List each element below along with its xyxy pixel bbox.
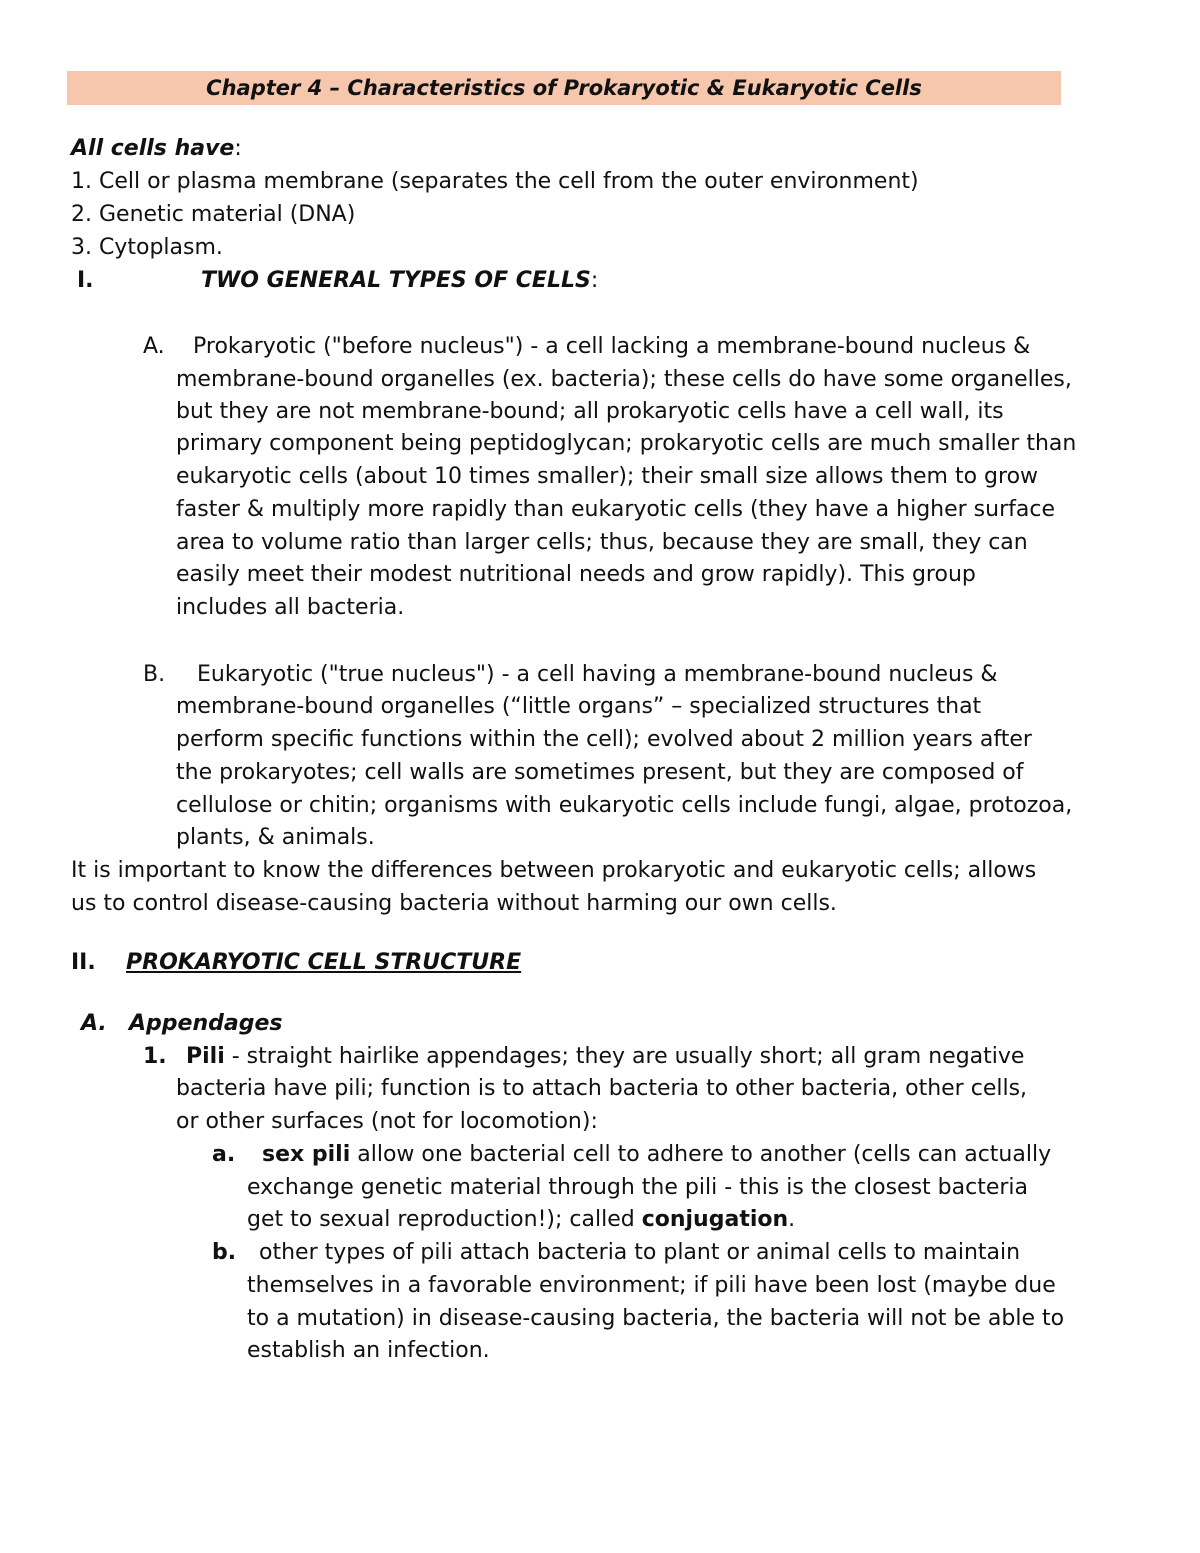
eukaryotic-line: perform specific functions within the cell); evolved about 2 million years after bbox=[176, 727, 1032, 752]
sex-pili-line-3-end: . bbox=[788, 1207, 796, 1232]
pili-line-1 bbox=[186, 1041, 1024, 1073]
all-cells-colon: : bbox=[234, 136, 242, 161]
other-pili-line: themselves in a favorable environment; if pili have been lost (maybe due bbox=[247, 1273, 1056, 1298]
pili-line-1-text: - straight hairlike appendages; they are usually short; all gram negative bbox=[224, 1044, 1025, 1069]
list-text: Cytoplasm. bbox=[99, 235, 223, 260]
eukaryotic-label: B. bbox=[143, 662, 166, 687]
eukaryotic-line: the prokaryotes; cell walls are sometimes present, but they are composed of bbox=[176, 760, 1024, 785]
prokaryotic-line: faster & multiply more rapidly than eukaryotic cells (they have a higher surface bbox=[176, 497, 1055, 522]
note-line: us to control disease-causing bacteria without harming our own cells. bbox=[71, 891, 837, 916]
sex-pili-term: sex pili bbox=[262, 1142, 351, 1167]
sex-pili-line-1 bbox=[262, 1139, 1051, 1171]
conjugation-term: conjugation bbox=[641, 1207, 789, 1232]
sex-pili-line-1-text: allow one bacterial cell to adhere to another (cells can actually bbox=[350, 1142, 1052, 1167]
sex-pili-line-3 bbox=[247, 1204, 795, 1236]
list-number: 1. bbox=[71, 169, 92, 194]
prokaryotic-label: A. bbox=[143, 334, 165, 359]
prokaryotic-line: but they are not membrane-bound; all prokaryotic cells have a cell wall, its bbox=[176, 399, 1004, 424]
eukaryotic-line: membrane-bound organelles (“little organs” – specialized structures that bbox=[176, 694, 982, 719]
chapter-title-text: Chapter 4 – Characteristics of Prokaryotic & Eukaryotic Cells bbox=[206, 76, 922, 100]
list-number: 3. bbox=[71, 235, 92, 260]
appendages-label: A. bbox=[81, 1011, 107, 1036]
other-pili-line: establish an infection. bbox=[247, 1338, 490, 1363]
chapter-title bbox=[67, 71, 1061, 105]
sex-pili-label: a. bbox=[212, 1142, 236, 1167]
sex-pili-line-3-text: get to sexual reproduction!); called bbox=[247, 1207, 642, 1232]
prokaryotic-line: area to volume ratio than larger cells; thus, because they are small, they can bbox=[176, 530, 1028, 555]
prokaryotic-line: membrane-bound organelles (ex. bacteria); these cells do have some organelles, bbox=[176, 367, 1072, 392]
pili-line: or other surfaces (not for locomotion): bbox=[176, 1109, 598, 1134]
section-2-heading: PROKARYOTIC CELL STRUCTURE bbox=[126, 950, 522, 975]
all-cells-item-2 bbox=[71, 199, 355, 231]
list-text: Genetic material (DNA) bbox=[99, 202, 356, 227]
eukaryotic-line: Eukaryotic ("true nucleus") - a cell having a membrane-bound nucleus & bbox=[197, 662, 998, 687]
prokaryotic-line: Prokaryotic ("before nucleus") - a cell lacking a membrane-bound nucleus & bbox=[193, 334, 1031, 359]
pili-line: bacteria have pili; function is to attach bacteria to other bacteria, other cells, bbox=[176, 1076, 1028, 1101]
all-cells-heading bbox=[71, 133, 242, 165]
sex-pili-line-2: exchange genetic material through the pili - this is the closest bacteria bbox=[247, 1175, 1029, 1200]
other-pili-line: to a mutation) in disease-causing bacteria, the bacteria will not be able to bbox=[247, 1306, 1065, 1331]
prokaryotic-line: includes all bacteria. bbox=[176, 595, 405, 620]
appendages-heading: Appendages bbox=[129, 1011, 283, 1036]
pili-term: Pili bbox=[186, 1044, 225, 1069]
list-text: Cell or plasma membrane (separates the cell from the outer environment) bbox=[99, 169, 919, 194]
section-2-number: II. bbox=[71, 950, 96, 975]
all-cells-item-3 bbox=[71, 232, 223, 264]
prokaryotic-line: easily meet their modest nutritional needs and grow rapidly). This group bbox=[176, 562, 976, 587]
section-1-colon: : bbox=[590, 268, 599, 293]
note-line: It is important to know the differences between prokaryotic and eukaryotic cells; allows bbox=[71, 858, 1037, 883]
other-pili-line: other types of pili attach bacteria to plant or animal cells to maintain bbox=[259, 1240, 1021, 1265]
all-cells-item-1 bbox=[71, 166, 919, 198]
list-number: 2. bbox=[71, 202, 92, 227]
section-1-number: I. bbox=[77, 268, 94, 293]
pili-number: 1. bbox=[143, 1044, 167, 1069]
section-1-heading bbox=[201, 265, 598, 297]
eukaryotic-line: plants, & animals. bbox=[176, 825, 375, 850]
other-pili-label: b. bbox=[212, 1240, 237, 1265]
prokaryotic-line: primary component being peptidoglycan; prokaryotic cells are much smaller than bbox=[176, 431, 1077, 456]
section-1-heading-text: TWO GENERAL TYPES OF CELLS bbox=[201, 268, 591, 293]
all-cells-heading-text: All cells have bbox=[71, 136, 235, 161]
eukaryotic-line: cellulose or chitin; organisms with eukaryotic cells include fungi, algae, protozoa, bbox=[176, 793, 1073, 818]
prokaryotic-line: eukaryotic cells (about 10 times smaller); their small size allows them to grow bbox=[176, 464, 1039, 489]
